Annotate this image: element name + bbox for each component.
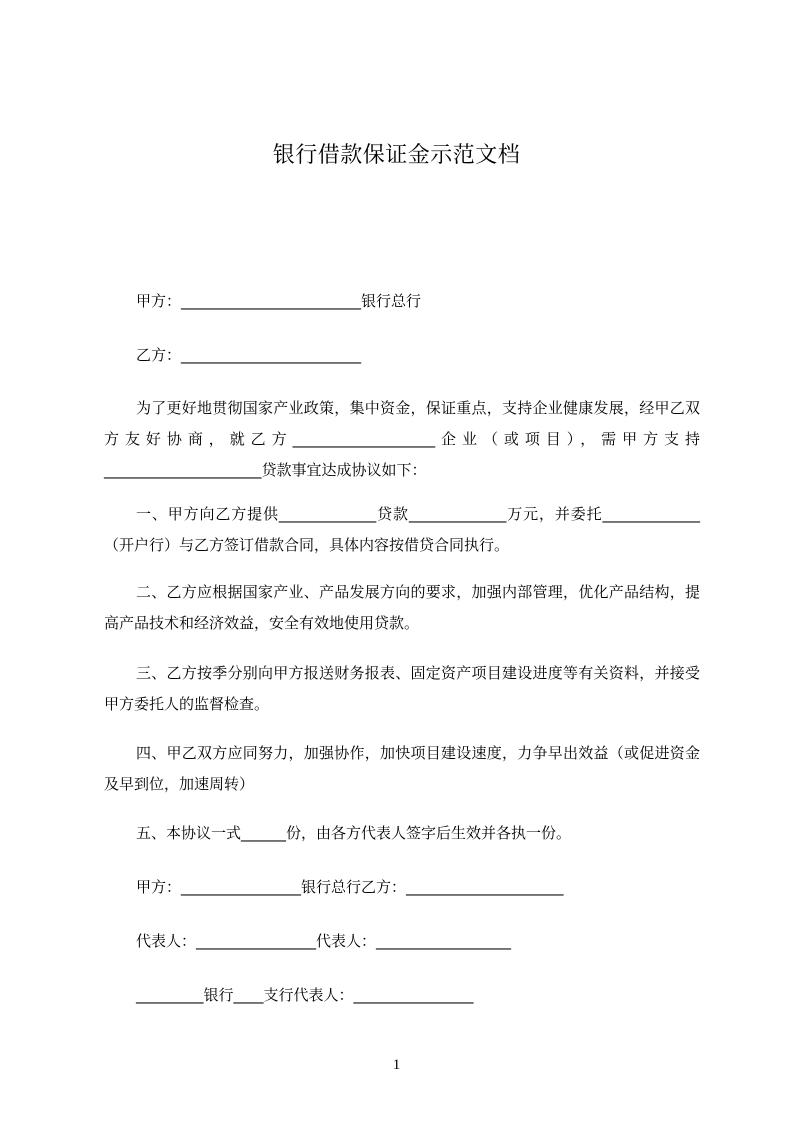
page-number: 1 [392, 1057, 401, 1073]
clause-3-paragraph: 三、乙方按季分别向甲方报送财务报表、固定资产项目建设进度等有关资料，并接受甲方委托人的监督检查。 [104, 664, 700, 713]
clause-2-paragraph: 二、乙方应根据国家产业、产品发展方向的要求，加强内部管理，优化产品结构，提高产品技术和经济效益，安全有效地使用贷款。 [104, 583, 700, 632]
signature-parties-line: 甲方：________________银行总行乙方：_____________________ [136, 878, 564, 896]
signature-representatives-line: 代表人：________________代表人：__________________ [136, 932, 512, 950]
party-b-line: 乙方：________________________ [136, 346, 362, 364]
document-title: 银行借款保证金示范文档 [272, 143, 521, 168]
preamble-paragraph: 为了更好地贯彻国家产业政策，集中资金，保证重点，支持企业健康发展，经甲乙双方友好协商，就乙方___________________企业（或项目），需甲方支持_____________________贷款事宜达成协议如下： [104, 399, 700, 479]
signature-branch-line: _________银行____支行代表人：________________ [136, 986, 474, 1004]
party-a-line: 甲方：________________________银行总行 [136, 292, 422, 310]
clause-4-paragraph: 四、甲乙双方应同努力，加强协作，加快项目建设速度，力争早出效益（或促进资金及早到位，加速周转） [104, 744, 700, 793]
clause-5-line: 五、本协议一式______份，由各方代表人签字后生效并各执一份。 [136, 824, 572, 842]
clause-1-paragraph: 一、甲方向乙方提供_____________贷款_____________万元，并委托_____________（开户行）与乙方签订借款合同，具体内容按借贷合同执行。 [104, 505, 700, 554]
